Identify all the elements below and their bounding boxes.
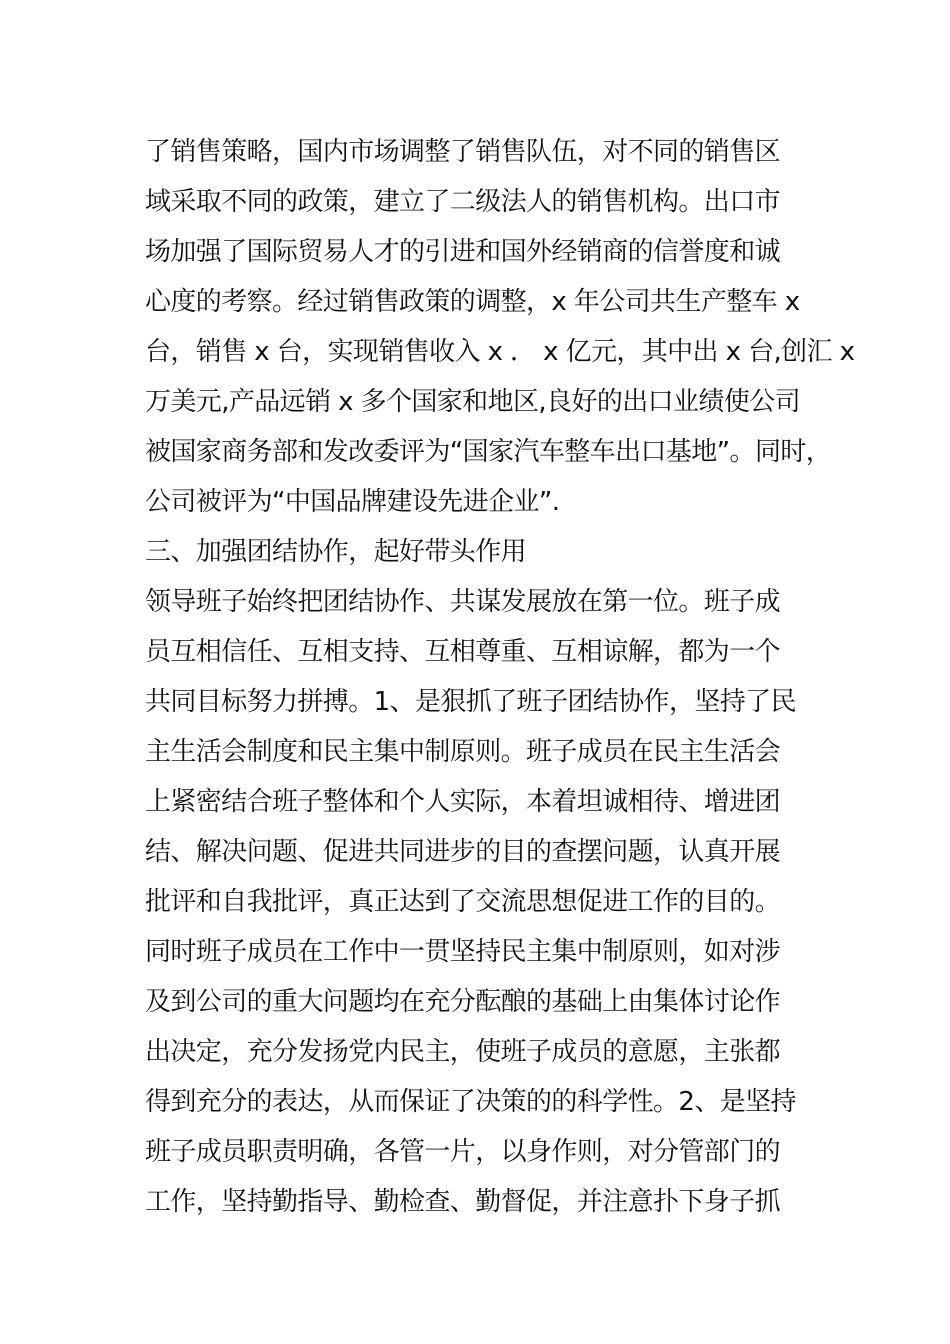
text-line: 主生活会制度和民主集中制原则。班子成员在民主生活会 <box>145 737 781 767</box>
text-line: 出决定，充分发扬党内民主，使班子成员的意愿，主张都 <box>145 1037 781 1067</box>
text-line: 上紧密结合班子整体和个人实际，本着坦诚相待、增进团 <box>145 787 781 817</box>
text-line: 结、解决问题、促进共同进步的目的查摆问题，认真开展 <box>145 837 781 867</box>
text-line: 批评和自我批评，真正达到了交流思想促进工作的目的。 <box>145 887 781 917</box>
document-body <box>145 127 855 1227</box>
text-line: 万美元,产品远销 x 多个国家和地区,良好的出口业绩使公司 <box>145 387 801 417</box>
text-line: 场加强了国际贸易人才的引进和国外经销商的信誉度和诚 <box>145 237 781 267</box>
section-heading: 三、加强团结协作，起好带头作用 <box>145 537 527 567</box>
text-line: 了销售策略，国内市场调整了销售队伍，对不同的销售区 <box>145 137 781 167</box>
text-line: 同时班子成员在工作中一贯坚持民主集中制原则，如对涉 <box>145 937 781 967</box>
text-line: 班子成员职责明确，各管一片，以身作则，对分管部门的 <box>145 1137 781 1167</box>
text-line: 被国家商务部和发改委评为“国家汽车整车出口基地”。同时， <box>145 437 832 467</box>
text-line: 领导班子始终把团结协作、共谋发展放在第一位。班子成 <box>145 587 781 617</box>
text-line: 域采取不同的政策，建立了二级法人的销售机构。出口市 <box>145 187 781 217</box>
text-line: 心度的考察。经过销售政策的调整，x 年公司共生产整车 x <box>145 287 800 317</box>
text-line: 及到公司的重大问题均在充分酝酿的基础上由集体讨论作 <box>145 987 781 1017</box>
text-line: 台，销售 x 台，实现销售收入 x ． x 亿元，其中出 x 台,创汇 x <box>145 337 855 367</box>
text-line: 得到充分的表达，从而保证了决策的的科学性。2、是坚持 <box>145 1087 796 1117</box>
text-line: 工作，坚持勤指导、勤检查、勤督促，并注意扑下身子抓 <box>145 1187 781 1217</box>
text-line: 共同目标努力拼搏。1、是狠抓了班子团结协作，坚持了民 <box>145 687 796 717</box>
text-line: 员互相信任、互相支持、互相尊重、互相谅解，都为一个 <box>145 637 781 667</box>
text-line: 公司被评为“中国品牌建设先进企业”. <box>145 487 560 517</box>
